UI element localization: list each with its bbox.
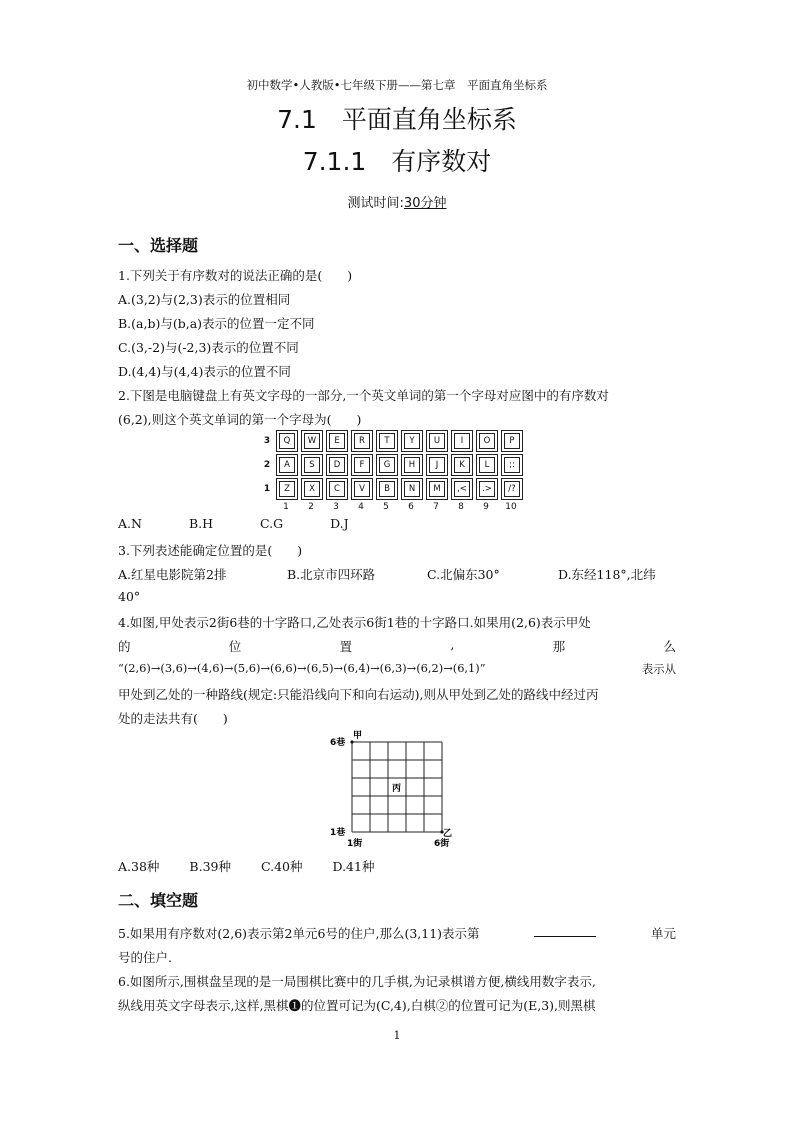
q4-options: [118, 857, 374, 875]
q4-word: 么: [663, 639, 676, 654]
page-header: 初中数学•人教版•七年级下册——第七章 平面直角坐标系: [246, 78, 548, 92]
key: L: [476, 454, 498, 476]
street6-label: 6街: [434, 839, 450, 849]
q5-text-tail: 单元: [650, 926, 676, 941]
row-label: 2: [263, 460, 271, 470]
q4-route: “(2,6)→(3,6)→(4,6)→(5,6)→(6,6)→(6,5)→(6,4)→(6,3)→(6,2)→(6,1)”: [118, 661, 486, 675]
q1-option-d: D.(4,4)与(4,4)表示的位置不同: [118, 364, 291, 379]
q3-option-b: B.北京市四环路: [287, 567, 376, 582]
q2-option-c: C.G: [260, 516, 284, 531]
q5-line1: [118, 924, 676, 942]
q3-option-a: A.红星电影院第2排: [118, 567, 227, 582]
col-label: 4: [358, 502, 364, 512]
time-value: 30分钟: [403, 196, 447, 211]
q2-option-d: D.J: [330, 516, 349, 531]
bing-label: 丙: [392, 784, 402, 794]
row-label: 3: [263, 436, 271, 446]
key: K: [451, 454, 473, 476]
q1-stem: 1.下列关于有序数对的说法正确的是( ): [118, 268, 353, 283]
q2-options: [118, 516, 349, 531]
key: S: [301, 454, 323, 476]
key: Q: [276, 430, 298, 452]
row-label: 1: [263, 484, 271, 494]
key: R: [351, 430, 373, 452]
key: V: [351, 478, 373, 500]
col-label: 8: [458, 502, 464, 512]
key: G: [376, 454, 398, 476]
q3-option-d: D.东经118°,北纬: [558, 567, 656, 582]
key: .>: [476, 478, 498, 500]
key: U: [426, 430, 448, 452]
q4-route-tail: 表示从: [641, 662, 676, 676]
key: /?: [501, 478, 523, 500]
key: ,<: [451, 478, 473, 500]
col-label: 1: [283, 502, 289, 512]
time-label: 测试时间:: [347, 196, 404, 211]
key: N: [401, 478, 423, 500]
q4-word: 位: [228, 639, 242, 654]
key: J: [426, 454, 448, 476]
q4-line1: 4.如图,甲处表示2街6巷的十字路口,乙处表示6街1巷的十字路口.如果用(2,6)表示甲处: [118, 615, 591, 630]
q4-line5: 处的走法共有( ): [118, 711, 228, 726]
col-label: 6: [408, 502, 414, 512]
q4-word: 置: [339, 639, 353, 654]
key: ;:: [501, 454, 523, 476]
key: D: [326, 454, 348, 476]
q4-line4: 甲处到乙处的一种路线(规定:只能沿线向下和向右运动),则从甲处到乙处的路线中经过丙: [118, 687, 599, 702]
q4-word: ,: [450, 637, 455, 652]
q1-option-a: A.(3,2)与(2,3)表示的位置相同: [118, 292, 291, 307]
q2-line1: 2.下图是电脑键盘上有英文字母的一部分,一个英文单词的第一个字母对应图中的有序数对: [118, 388, 609, 403]
q4-line2: [118, 637, 676, 655]
q1-option-c: C.(3,-2)与(-2,3)表示的位置不同: [118, 340, 299, 355]
key: B: [376, 478, 398, 500]
q4-option-d: D.41种: [332, 859, 375, 874]
q4-word: 的: [118, 639, 131, 654]
q3-option-d-cont: 40°: [118, 589, 141, 604]
key: T: [376, 430, 398, 452]
key: Y: [401, 430, 423, 452]
col-label: 2: [308, 502, 314, 512]
q6-line2: 纵线用英文字母表示,这样,黑棋❶的位置可记为(C,4),白棋②的位置可记为(E,3),则黑棋: [118, 998, 596, 1013]
q2-option-a: A.N: [118, 516, 142, 531]
q4-option-c: C.40种: [261, 859, 303, 874]
lane1-label: 1巷: [330, 828, 346, 838]
q3-option-c: C.北偏东30°: [427, 567, 500, 582]
q2-line2: (6,2),则这个英文单词的第一个字母为( ): [118, 412, 362, 427]
q4-word: 那: [552, 639, 566, 654]
q2-option-b: B.H: [188, 516, 214, 531]
section-fill-heading: 二、填空题: [118, 891, 199, 910]
q5-line2: 号的住户.: [118, 950, 172, 965]
key: W: [301, 430, 323, 452]
key: F: [351, 454, 373, 476]
key: H: [401, 454, 423, 476]
col-label: 10: [505, 502, 517, 512]
key: X: [301, 478, 323, 500]
key: C: [326, 478, 348, 500]
q6-line1: 6.如图所示,围棋盘呈现的是一局围棋比赛中的几手棋,为记录棋谱方便,横线用数字表示,: [118, 974, 596, 989]
key: A: [276, 454, 298, 476]
yi-label: 乙: [443, 829, 453, 839]
section-choice-heading: 一、选择题: [118, 236, 199, 255]
key: Z: [276, 478, 298, 500]
q4-option-a: A.38种: [118, 859, 160, 874]
street1-label: 1街: [347, 839, 363, 849]
q1-option-b: B.(a,b)与(b,a)表示的位置一定不同: [118, 316, 315, 331]
chapter-title: 7.1 平面直角坐标系: [277, 105, 517, 134]
lane6-label: 6巷: [330, 738, 346, 748]
col-label: 9: [483, 502, 489, 512]
jia-label: 甲: [353, 731, 363, 741]
key: I: [451, 430, 473, 452]
col-label: 3: [333, 502, 339, 512]
col-label: 7: [433, 502, 439, 512]
key: M: [426, 478, 448, 500]
key: P: [501, 430, 523, 452]
page-number: 1: [393, 1029, 401, 1042]
test-time: [0, 192, 794, 211]
col-label: 5: [383, 502, 389, 512]
section-title: 7.1.1 有序数对: [302, 147, 492, 176]
q5-answer-blank[interactable]: [534, 924, 596, 937]
street-grid-figure: [330, 728, 465, 853]
q4-option-b: B.39种: [189, 859, 231, 874]
q4-line3: [118, 661, 676, 677]
key: E: [326, 430, 348, 452]
q3-stem: 3.下列表述能确定位置的是( ): [118, 543, 303, 558]
key: O: [476, 430, 498, 452]
q5-text: 5.如果用有序数对(2,6)表示第2单元6号的住户,那么(3,11)表示第: [118, 926, 480, 941]
